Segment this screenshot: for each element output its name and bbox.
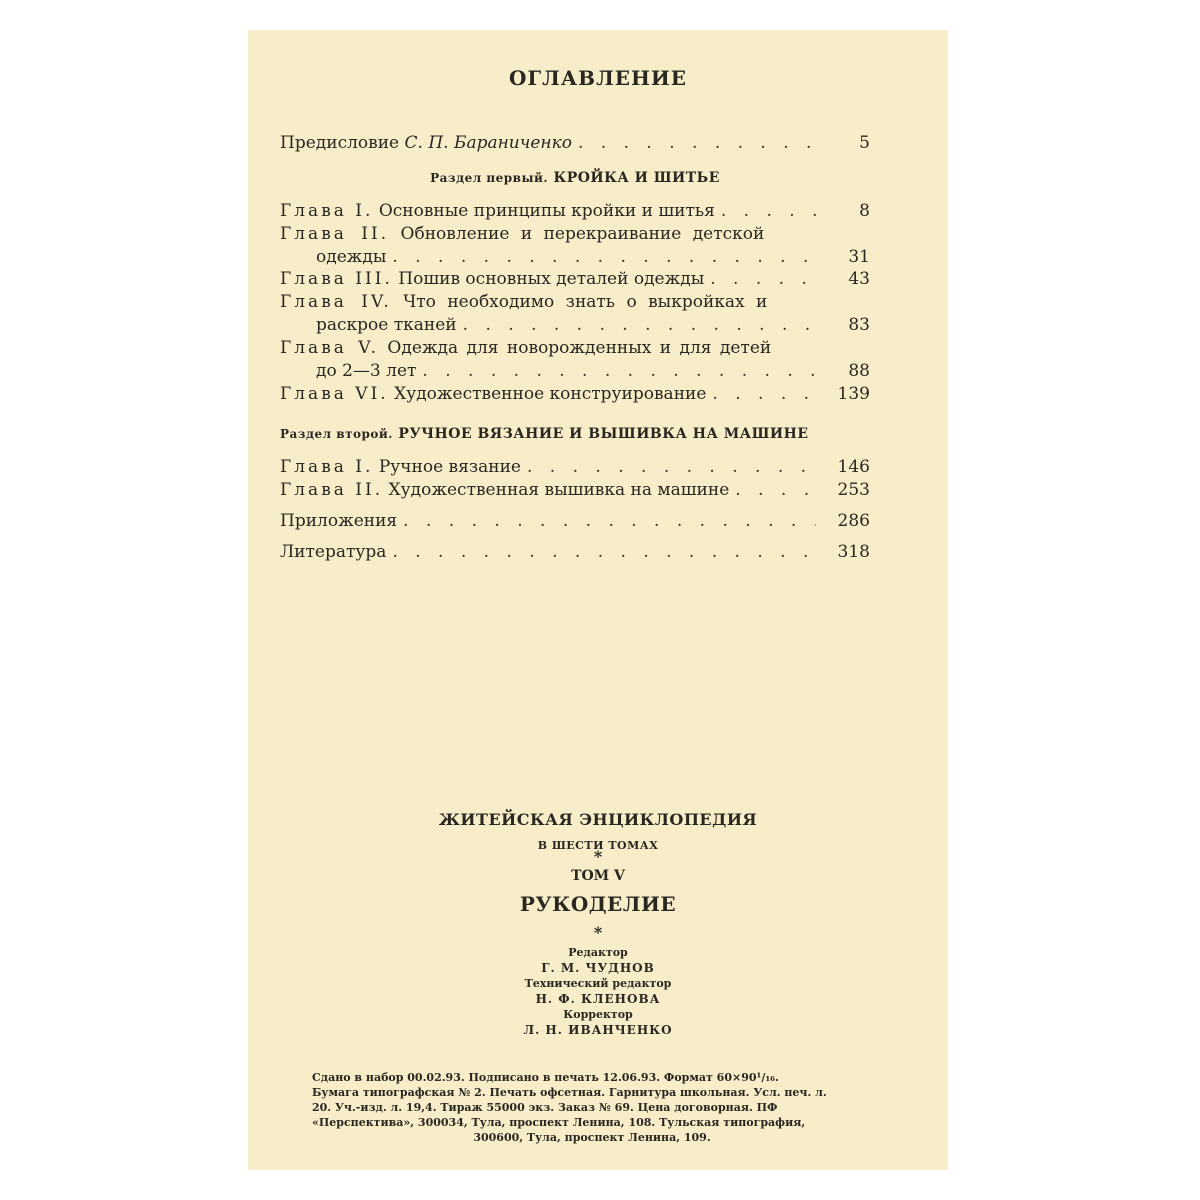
chapter-number: Глава II. — [280, 480, 384, 500]
chapter-title-continued: до 2—3 лет — [316, 361, 417, 381]
toc-entry — [280, 268, 870, 290]
toc-entry — [280, 223, 808, 245]
chapter-number: Глава I. — [280, 457, 374, 477]
toc-entry-continuation — [280, 314, 870, 336]
book-title: РУКОДЕЛИЕ — [519, 892, 677, 916]
proofreader-role: Корректор — [563, 1008, 633, 1021]
page-number: 146 — [837, 457, 870, 477]
section-prefix: Раздел второй. — [280, 427, 393, 441]
colophon-line: 300600, Тула, проспект Ленина, 109. — [473, 1131, 711, 1144]
toc-entry-appendix — [280, 510, 870, 532]
page-number: 31 — [848, 247, 870, 267]
dot-leader — [392, 246, 816, 268]
chapter-title-continued: раскрое тканей — [316, 315, 457, 335]
dot-leader — [422, 360, 816, 382]
dot-leader — [735, 479, 816, 501]
tech-editor-role: Технический редактор — [524, 977, 672, 990]
chapter-title: Ручное вязание — [378, 457, 521, 477]
dot-leader — [721, 200, 816, 222]
proofreader-name: Л. Н. ИВАНЧЕНКО — [523, 1023, 673, 1037]
chapter-number: Глава III. — [280, 269, 393, 289]
appendix-label: Приложения — [280, 511, 398, 531]
dot-leader — [712, 383, 816, 405]
page-number: 43 — [848, 269, 870, 289]
page-number: 286 — [837, 511, 870, 531]
toc-entry-continuation — [280, 360, 870, 382]
toc-entry — [280, 479, 870, 501]
section-heading-2 — [280, 426, 870, 442]
toc-entry-continuation — [280, 246, 870, 268]
colophon-line: «Перспектива», 300034, Тула, проспект Ленина, 108. Тульская типография, — [312, 1116, 806, 1129]
toc-entry — [280, 383, 870, 405]
chapter-title: Одежда для новорожденных и для детей — [387, 338, 772, 358]
page-number: 5 — [859, 133, 870, 153]
dot-leader — [403, 510, 816, 532]
chapter-title: Что необходимо знать о выкройках и — [403, 292, 768, 312]
colophon-line: Сдано в набор 00.02.93. Подписано в печать 12.06.93. Формат 60×90¹/₁₆. — [312, 1071, 779, 1084]
editor-name: Г. М. ЧУДНОВ — [541, 961, 655, 975]
preface-author: С. П. Бараниченко — [404, 133, 572, 153]
toc-title: ОГЛАВЛЕНИЕ — [508, 66, 688, 90]
section-title: РУЧНОЕ ВЯЗАНИЕ И ВЫШИВКА НА МАШИНЕ — [398, 426, 809, 442]
series-title: ЖИТЕЙСКАЯ ЭНЦИКЛОПЕДИЯ — [438, 810, 758, 829]
page-number: 318 — [837, 542, 870, 562]
dot-leader — [392, 541, 816, 563]
chapter-title: Пошив основных деталей одежды — [398, 269, 705, 289]
ornament-star: * — [593, 847, 603, 866]
volume-number: ТОМ V — [571, 868, 625, 884]
colophon-line: Бумага типографская № 2. Печать офсетная. Гарнитура школьная. Усл. печ. л. — [312, 1086, 827, 1099]
chapter-title: Художественная вышивка на машине — [388, 480, 730, 500]
ornament-star: * — [593, 923, 603, 942]
page-number: 83 — [848, 315, 870, 335]
chapter-number: Глава IV. — [280, 292, 392, 312]
volumes-count: В ШЕСТИ ТОМАХ — [537, 839, 659, 852]
chapter-title: Основные принципы кройки и шитья — [378, 201, 715, 221]
section-heading-1 — [280, 170, 870, 186]
chapter-title-continued: одежды — [316, 247, 387, 267]
chapter-number: Глава V. — [280, 338, 380, 358]
dot-leader — [578, 132, 816, 154]
chapter-number: Глава VI. — [280, 384, 389, 404]
tech-editor-name: Н. Ф. КЛЕНОВА — [535, 992, 661, 1006]
book-page — [248, 30, 948, 1170]
dot-leader — [527, 456, 816, 478]
toc-entry — [280, 200, 870, 222]
preface-label: Предисловие — [280, 133, 400, 153]
dot-leader — [710, 268, 816, 290]
chapter-title: Художественное конструирование — [394, 384, 707, 404]
chapter-number: Глава II. — [280, 224, 390, 244]
chapter-title: Обновление и перекраивание детской — [400, 224, 765, 244]
editor-role: Редактор — [568, 946, 628, 959]
toc-entry — [280, 291, 808, 313]
section-title: КРОЙКА И ШИТЬЕ — [553, 170, 720, 186]
dot-leader — [463, 314, 816, 336]
page-number: 253 — [837, 480, 870, 500]
section-prefix: Раздел первый. — [430, 171, 549, 185]
imprint-block — [248, 810, 948, 1037]
chapter-number: Глава I. — [280, 201, 374, 221]
toc-entry — [280, 337, 808, 359]
toc-entry-preface — [280, 132, 870, 154]
colophon — [312, 1070, 872, 1145]
colophon-line: 20. Уч.-изд. л. 19,4. Тираж 55000 экз. Заказ № 69. Цена договорная. ПФ — [312, 1101, 778, 1114]
toc-entry-literature — [280, 541, 870, 563]
page-number: 8 — [859, 201, 870, 221]
toc-entry — [280, 456, 870, 478]
page-number: 88 — [848, 361, 870, 381]
literature-label: Литература — [280, 542, 387, 562]
page-number: 139 — [837, 384, 870, 404]
